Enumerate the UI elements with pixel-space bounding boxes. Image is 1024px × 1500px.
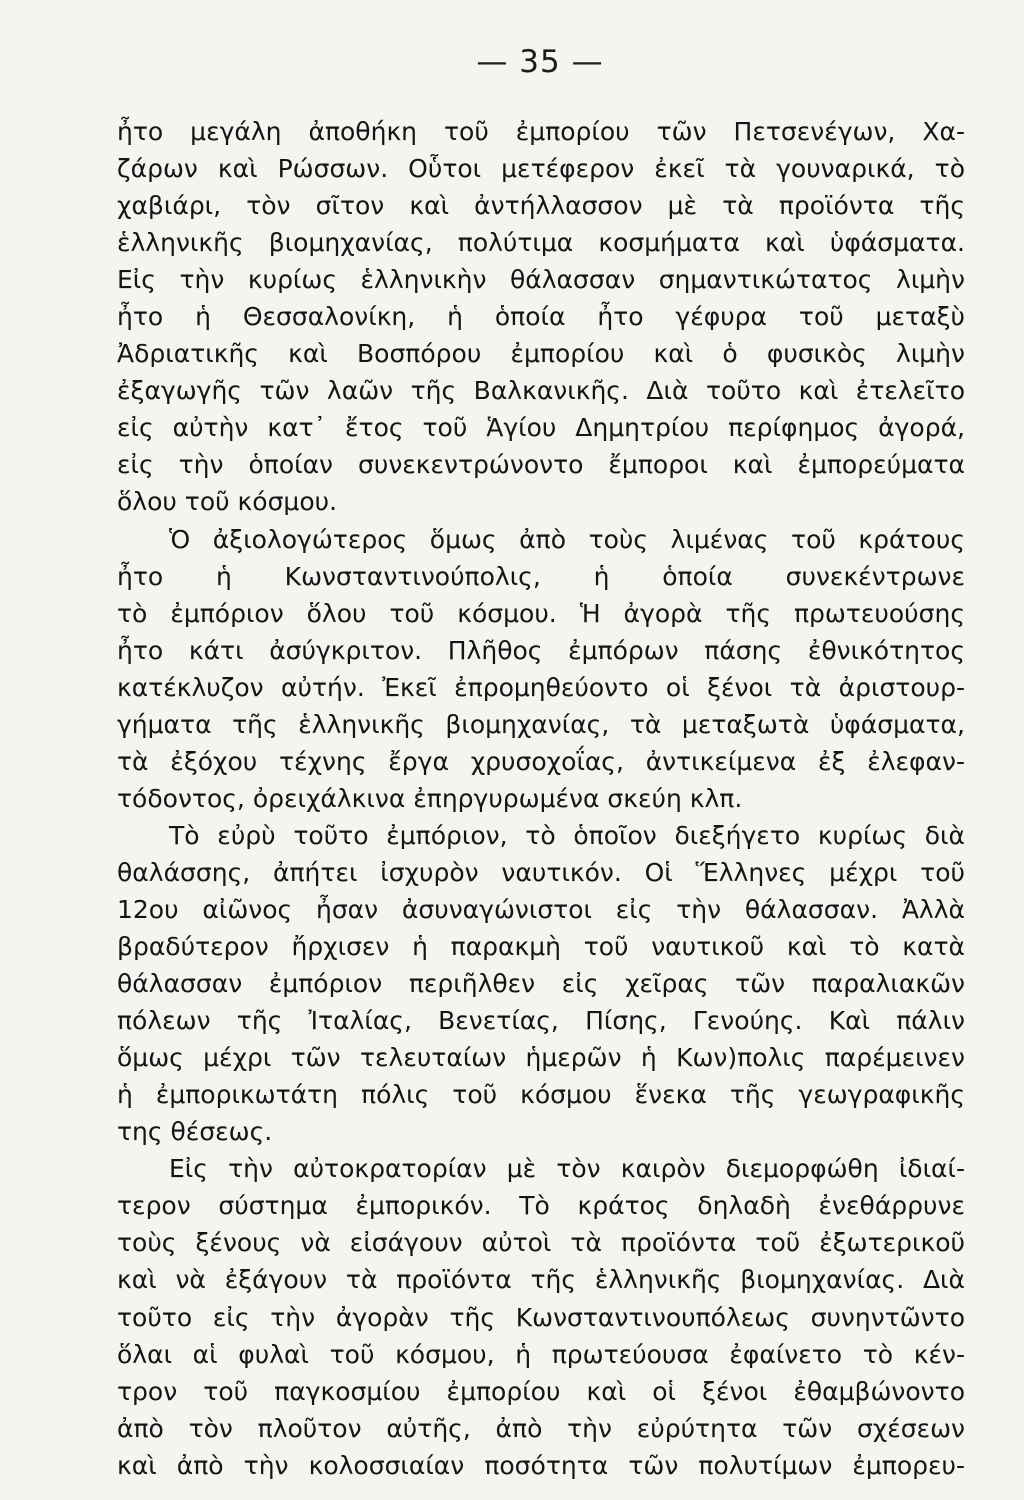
text-line: εἰς τὴν ὁποίαν συνεκεντρώνοντο ἔμποροι καὶ ἐμπορεύματα — [117, 450, 965, 480]
text-line: πόλεων τῆς Ἰταλίας, Βενετίας, Πίσης, Γενούης. Καὶ πάλιν — [117, 1006, 965, 1036]
text-line: ἦτο ἡ Κωνσταντινούπολις, ἡ ὁποία συνεκέντρωνε — [117, 561, 965, 591]
body-text — [117, 113, 965, 1484]
text-line: καὶ ἀπὸ τὴν κολοσσιαίαν ποσότητα τῶν πολυτίμων ἐμπορευ- — [117, 1450, 965, 1480]
text-line: ἐξαγωγῆς τῶν λαῶν τῆς Βαλκανικῆς. Διὰ τοῦτο καὶ ἐτελεῖτο — [117, 376, 965, 406]
text-line: χαβιάρι, τὸν σῖτον καὶ ἀντήλλασσον μὲ τὰ προϊόντα τῆς — [117, 191, 965, 221]
text-line: τρον τοῦ παγκοσμίου ἐμπορίου καὶ οἱ ξένοι ἐθαμβώνοντο — [117, 1376, 965, 1406]
text-line: Εἰς τὴν κυρίως ἑλληνικὴν θάλασσαν σημαντικώτατος λιμὴν — [117, 265, 965, 295]
text-line: ἦτο μεγάλη ἀποθήκη τοῦ ἐμπορίου τῶν Πετσενέγων, Χα- — [117, 117, 965, 146]
text-line: τὰ ἐξόχου τέχνης ἔργα χρυσοχοΐας, ἀντικείμενα ἐξ ἐλεφαν- — [117, 746, 965, 776]
text-line: τόδοντος, ὀρειχάλκινα ἐπηργυρωμένα σκεύη κλπ. — [117, 783, 743, 813]
text-line: εἰς αὐτὴν κατ᾽ ἔτος τοῦ Ἁγίου Δημητρίου περίφημος ἀγορά, — [117, 413, 965, 443]
text-line: καὶ νὰ ἐξάγουν τὰ προϊόντα τῆς ἑλληνικῆς βιομηχανίας. Διὰ — [117, 1265, 965, 1295]
text-line: 12ου αἰῶνος ἦσαν ἀσυναγώνιστοι εἰς τὴν θάλασσαν. Ἀλλὰ — [117, 894, 965, 924]
text-line: ἀπὸ τὸν πλοῦτον αὐτῆς, ἀπὸ τὴν εὐρύτητα τῶν σχέσεων — [117, 1413, 965, 1443]
text-line: τοῦτο εἰς τὴν ἀγορὰν τῆς Κωνσταντινουπόλεως συνηντῶντο — [117, 1302, 965, 1332]
text-line: ζάρων καὶ Ρώσσων. Οὗτοι μετέφερον ἐκεῖ τὰ γουναρικά, τὸ — [117, 154, 965, 184]
text-line: τερον σύστημα ἐμπορικόν. Τὸ κράτος δηλαδὴ ἐνεθάρρυνε — [117, 1191, 965, 1221]
text-line: ἑλληνικῆς βιομηχανίας, πολύτιμα κοσμήματα καὶ ὑφάσματα. — [117, 228, 965, 258]
text-line: θαλάσσης, ἀπήτει ἰσχυρὸν ναυτικόν. Οἱ Ἕλληνες μέχρι τοῦ — [117, 857, 965, 887]
page-number: — 35 — — [476, 44, 604, 80]
text-line: ἦτο ἡ Θεσσαλονίκη, ἡ ὁποία ἦτο γέφυρα τοῦ μεταξὺ — [117, 302, 965, 332]
text-line: ὅλαι αἱ φυλαὶ τοῦ κόσμου, ἡ πρωτεύουσα ἐφαίνετο τὸ κέν- — [117, 1339, 965, 1369]
text-line: Τὸ εὐρὺ τοῦτο ἐμπόριον, τὸ ὁποῖον διεξήγετο κυρίως διὰ — [169, 820, 965, 850]
text-line: Ἀδριατικῆς καὶ Βοσπόρου ἐμπορίου καὶ ὁ φυσικὸς λιμὴν — [117, 339, 965, 369]
text-line: τοὺς ξένους νὰ εἰσάγουν αὐτοὶ τὰ προϊόντα τοῦ ἐξωτερικοῦ — [117, 1228, 965, 1258]
text-line: ὅλου τοῦ κόσμου. — [117, 487, 338, 517]
text-line: Εἰς τὴν αὐτοκρατορίαν μὲ τὸν καιρὸν διεμορφώθη ἰδιαί- — [169, 1154, 965, 1184]
text-line: βραδύτερον ἤρχισεν ἡ παρακμὴ τοῦ ναυτικοῦ καὶ τὸ κατὰ — [117, 932, 965, 962]
text-line: ὅμως μέχρι τῶν τελευταίων ἡμερῶν ἡ Κων)πολις παρέμεινεν — [117, 1043, 965, 1073]
text-line: τὸ ἐμπόριον ὅλου τοῦ κόσμου. Ἡ ἀγορὰ τῆς πρωτευούσης — [117, 598, 965, 628]
text-line: της θέσεως. — [117, 1117, 273, 1147]
text-line: ἡ ἐμπορικωτάτη πόλις τοῦ κόσμου ἕνεκα τῆς γεωγραφικῆς — [117, 1080, 965, 1110]
text-line: γήματα τῆς ἑλληνικῆς βιομηχανίας, τὰ μεταξωτὰ ὑφάσματα, — [117, 709, 965, 739]
text-line: κατέκλυζον αὐτήν. Ἐκεῖ ἐπρομηθεύοντο οἱ ξένοι τὰ ἀριστουρ- — [117, 672, 965, 702]
text-line: Ὁ ἀξιολογώτερος ὅμως ἀπὸ τοὺς λιμένας τοῦ κράτους — [169, 524, 965, 554]
text-line: θάλασσαν ἐμπόριον περιῆλθεν εἰς χεῖρας τῶν παραλιακῶν — [117, 969, 965, 999]
text-line: ἦτο κάτι ἀσύγκριτον. Πλῆθος ἐμπόρων πάσης ἐθνικότητος — [117, 635, 965, 665]
